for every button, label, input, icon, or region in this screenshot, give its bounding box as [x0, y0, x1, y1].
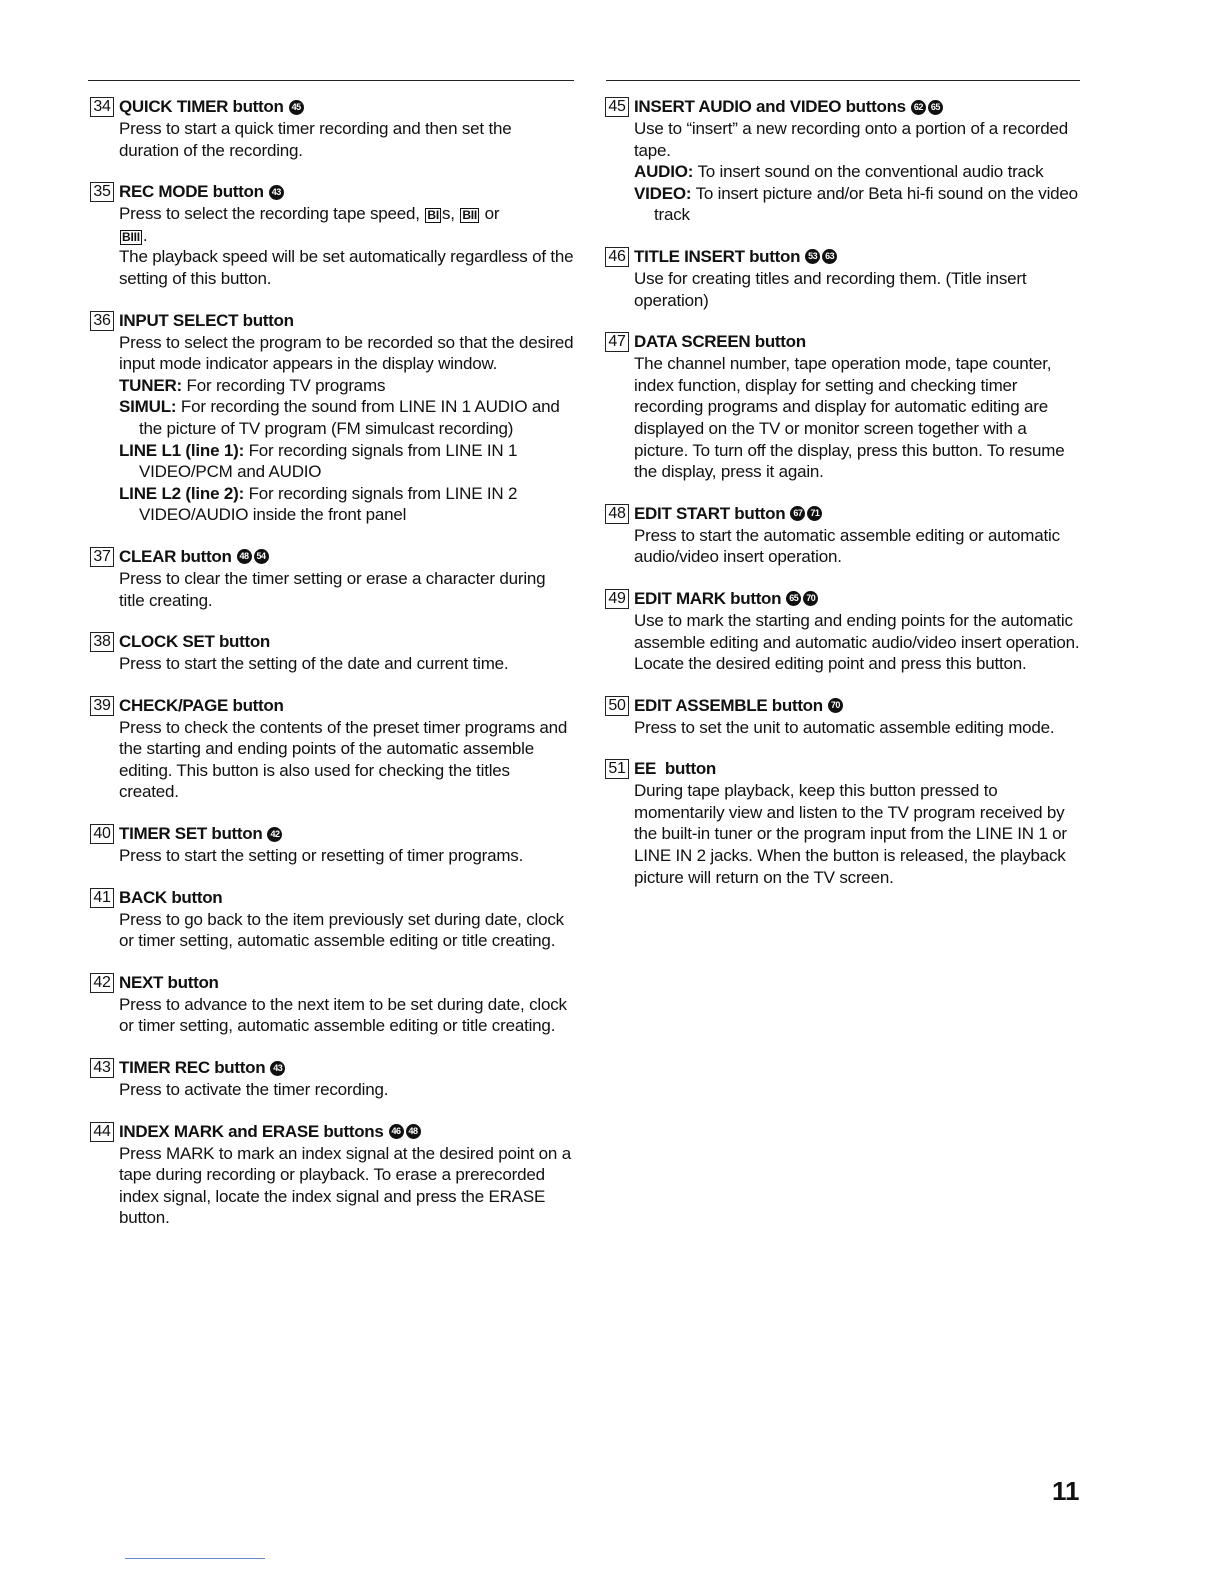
- page-ref-icon: 65: [786, 591, 801, 606]
- option-audio: AUDIO: To insert sound on the conventional audio track: [634, 162, 1044, 182]
- entry-desc: Press to set the unit to automatic assemble editing mode.: [634, 717, 1055, 737]
- entry-title: DATA SCREEN button: [634, 332, 806, 352]
- entry-desc-note: The playback speed will be set automatically regardless of the setting of this button.: [119, 247, 574, 288]
- entry-title: TITLE INSERT button: [634, 246, 801, 266]
- footer-scan-line: [125, 1558, 265, 1559]
- option-line-1: LINE L1 (line 1): For recording signals from LINE IN 1 VIDEO/PCM and AUDIO: [119, 440, 518, 482]
- top-rule-right: [606, 80, 1080, 81]
- page-ref-icon: 65: [928, 100, 943, 115]
- entry-check-page: [90, 695, 574, 803]
- page-ref-icon: 45: [289, 100, 304, 115]
- right-column: [605, 96, 1085, 888]
- item-number: 41: [90, 888, 114, 908]
- entry-clock-set: [90, 631, 574, 675]
- entry-desc: Press to select the recording tape speed, BI s, BII or BIII .: [119, 204, 500, 245]
- entry-timer-rec: [90, 1057, 574, 1101]
- entry-index-mark-erase: [90, 1121, 574, 1229]
- item-number: 43: [90, 1058, 114, 1078]
- page-ref-icon: 46: [389, 1124, 404, 1139]
- entry-desc: Press to start the setting or resetting of timer programs.: [119, 846, 524, 866]
- entry-title: INDEX MARK and ERASE buttons: [119, 1121, 384, 1141]
- entry-desc: Use to “insert” a new recording onto a portion of a recorded tape.: [634, 119, 1069, 160]
- entry-desc: Press MARK to mark an index signal at the desired point on a tape during recording or playback. To erase a prerecorded index signal, locate the index signal and press the ERASE button.: [119, 1143, 571, 1228]
- entry-ee: [605, 758, 1085, 888]
- item-number: 36: [90, 311, 114, 331]
- page-ref-icon: 70: [803, 591, 818, 606]
- entry-title: NEXT button: [119, 972, 219, 992]
- entry-title: BACK button: [119, 887, 223, 907]
- entry-rec-mode: [90, 181, 574, 289]
- item-number: 48: [605, 504, 629, 524]
- entry-desc: Use for creating titles and recording them. (Title insert operation): [634, 268, 1027, 310]
- item-number: 49: [605, 589, 629, 609]
- page-ref-icon: 43: [270, 1061, 285, 1076]
- entry-desc: Press to start the automatic assemble editing or automatic audio/video insert operation.: [634, 525, 1060, 567]
- entry-title: EDIT START button: [634, 503, 786, 523]
- option-simul: SIMUL: For recording the sound from LINE IN 1 AUDIO and the picture of TV program (FM simulcast recording): [119, 397, 560, 438]
- page-ref-icon: 43: [269, 185, 284, 200]
- item-number: 46: [605, 247, 629, 267]
- item-number: 51: [605, 759, 629, 779]
- page-ref-icon: 63: [822, 249, 837, 264]
- page-ref-icon: 48: [237, 549, 252, 564]
- entry-desc: Press to activate the timer recording.: [119, 1080, 389, 1100]
- entry-edit-mark: [605, 588, 1085, 675]
- top-rule-left: [88, 80, 574, 81]
- entry-desc: Press to go back to the item previously set during date, clock or timer setting, automatic assemble editing or title creating.: [119, 909, 564, 951]
- left-column: [90, 96, 574, 1229]
- page-ref-icon: 70: [828, 698, 843, 713]
- entry-desc: The channel number, tape operation mode, tape counter, index function, display for setting and checking timer recording programs and display for automatic editing are displayed on the TV or monitor screen together with a picture. To turn off the display, press this button. To resume the display, press it again.: [634, 354, 1065, 482]
- page-ref-icon: 67: [790, 506, 805, 521]
- entry-clear: [90, 546, 574, 611]
- tape-speed-bi-badge: BI: [427, 208, 439, 223]
- entry-desc: Press to advance to the next item to be set during date, clock or timer setting, automatic assemble editing or title creating.: [119, 994, 567, 1036]
- entry-insert-audio-video: [605, 96, 1085, 226]
- entry-desc: Press to start a quick timer recording and then set the duration of the recording.: [119, 119, 512, 160]
- entry-title: QUICK TIMER button: [119, 97, 284, 116]
- entry-data-screen: [605, 331, 1085, 483]
- entry-back: [90, 887, 574, 952]
- page-ref-icon: 54: [254, 549, 269, 564]
- entry-desc: Use to mark the starting and ending points for the automatic assemble editing and automatic audio/video insert operation. Locate the desired editing point and press this button.: [634, 610, 1080, 674]
- item-number: 37: [90, 547, 114, 567]
- entry-title: CLOCK SET button: [119, 632, 271, 652]
- item-number: 35: [90, 182, 114, 202]
- entry-title: TIMER REC button: [119, 1058, 266, 1078]
- item-number: 44: [90, 1122, 114, 1142]
- entry-title-insert: [605, 246, 1085, 311]
- option-line-2: LINE L2 (line 2): For recording signals from LINE IN 2 VIDEO/AUDIO inside the front panel: [119, 483, 518, 525]
- entry-quick-timer: [90, 96, 574, 161]
- entry-desc: Press to start the setting of the date and current time.: [119, 654, 509, 674]
- entry-title: CHECK/PAGE button: [119, 695, 284, 715]
- page-ref-icon: 62: [911, 100, 926, 115]
- item-number: 40: [90, 824, 114, 844]
- entry-title: CLEAR button: [119, 546, 232, 566]
- item-number: 50: [605, 696, 629, 716]
- entry-title: INSERT AUDIO and VIDEO buttons: [634, 97, 906, 116]
- entry-title: EDIT ASSEMBLE button: [634, 695, 823, 715]
- item-number: 39: [90, 696, 114, 716]
- entry-title: REC MODE button: [119, 182, 264, 202]
- entry-title: INPUT SELECT button: [119, 310, 294, 330]
- page-ref-icon: 42: [267, 827, 282, 842]
- entry-input-select: [90, 310, 574, 526]
- entry-desc: During tape playback, keep this button pressed to momentarily view and listen to the TV program received by the built-in tuner or the program input from the LINE IN 1 or LINE IN 2 jacks. When the button is released, the playback picture will return on the TV screen.: [634, 781, 1067, 887]
- page-number: 11: [1052, 1476, 1080, 1506]
- item-number: 47: [605, 332, 629, 352]
- page-ref-icon: 48: [406, 1124, 421, 1139]
- entry-desc: Press to check the contents of the preset timer programs and the starting and ending points of the automatic assemble editing. This button is also used for checking the titles created.: [119, 717, 568, 802]
- entry-desc: Press to clear the timer setting or erase a character during title creating.: [119, 568, 546, 610]
- option-tuner: TUNER: For recording TV programs: [119, 375, 386, 395]
- tape-speed-biii-badge: BIII: [122, 229, 140, 244]
- item-number: 45: [605, 97, 629, 117]
- entry-title: TIMER SET button: [119, 824, 263, 844]
- item-number: 38: [90, 632, 114, 652]
- entry-desc: Press to select the program to be recorded so that the desired input mode indicator appears in the display window.: [119, 332, 574, 374]
- page-ref-icon: 71: [807, 506, 822, 521]
- page-ref-icon: 53: [805, 249, 820, 264]
- entry-timer-set: [90, 823, 574, 867]
- tape-speed-bii-badge: BII: [462, 208, 478, 223]
- entry-next: [90, 972, 574, 1037]
- item-number: 42: [90, 973, 114, 993]
- option-video: VIDEO: To insert picture and/or Beta hi-fi sound on the video track: [634, 183, 1078, 225]
- entry-title: EE button: [634, 759, 716, 779]
- entry-title: EDIT MARK button: [634, 588, 782, 608]
- entry-edit-assemble: [605, 695, 1085, 739]
- entry-edit-start: [605, 503, 1085, 568]
- item-number: 34: [90, 97, 114, 117]
